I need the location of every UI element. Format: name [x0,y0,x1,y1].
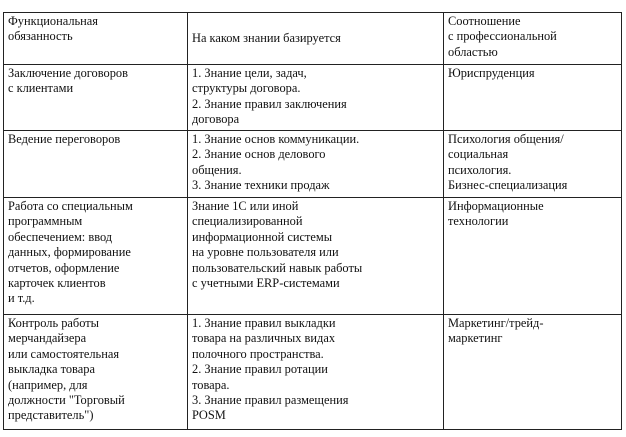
cell-line: должности "Торговый [8,393,125,408]
cell-line: выкладка товара [8,362,95,377]
cell-line: 1. Знание правил выкладки [192,316,336,330]
cell-line: 3. Знание правил размещения [192,393,349,408]
cell-line: с учетными ERP-системами [192,276,340,291]
cell-line: маркетинг [448,331,503,346]
knowledge-cell [188,315,444,430]
cell-line: POSM [192,408,226,423]
header-area [444,13,622,65]
header-area-line: с профессиональной [448,29,557,44]
cell-line: Юриспруденция [448,66,535,80]
cell-line: Информационные [448,199,544,213]
area-cell [444,198,622,315]
cell-line: 1. Знание основ коммуникации. [192,132,360,146]
cell-line: 2. Знание правил заключения [192,96,347,111]
table-row [4,131,622,198]
cell-line: Контроль работы [8,316,99,330]
cell-line: специализированной [192,214,303,229]
header-duty [4,13,188,65]
cell-line: Маркетинг/трейд- [448,316,544,330]
cell-line: технологии [448,214,509,229]
cell-line: карточек клиентов [8,276,106,291]
cell-line: обеспечением: ввод [8,229,113,244]
area-cell [444,315,622,430]
cell-line: психология. [448,162,512,177]
table-row [4,198,622,315]
header-knowledge-line: На каком знании базируется [192,31,341,46]
duty-cell [4,315,188,430]
cell-line: Ведение переговоров [8,132,121,146]
cell-line: договора [192,112,240,127]
cell-line: 1. Знание цели, задач, [192,66,307,80]
cell-line: и т.д. [8,291,35,306]
cell-line: полочного пространства. [192,346,324,361]
cell-line: Работа со специальным [8,199,133,213]
cell-line: Заключение договоров [8,66,128,80]
duty-cell [4,198,188,315]
cell-line: 3. Знание техники продаж [192,178,330,193]
duty-cell [4,131,188,198]
cell-line: мерчандайзера [8,331,87,346]
cell-line: пользовательский навык работы [192,260,363,275]
table-header-row [4,13,622,65]
competency-table [3,12,622,430]
cell-line: с клиентами [8,81,74,96]
knowledge-cell [188,131,444,198]
header-knowledge [188,13,444,65]
header-duty-line: Функциональная [8,14,98,28]
cell-line: на уровне пользователя или [192,245,339,260]
table-row [4,315,622,430]
header-area-line: областью [448,44,498,59]
cell-line: общения. [192,162,242,177]
cell-line: Знание 1С или иной [192,199,299,213]
cell-line: представитель") [8,408,94,423]
knowledge-cell [188,65,444,131]
cell-line: структуры договора. [192,81,301,96]
cell-line: социальная [448,147,509,162]
cell-line: отчетов, оформление [8,260,120,275]
area-cell [444,65,622,131]
cell-line: информационной системы [192,229,333,244]
cell-line: товара. [192,377,230,392]
cell-line: программным [8,214,83,229]
cell-line: 2. Знание правил ротации [192,362,328,377]
table-row [4,65,622,131]
knowledge-cell [188,198,444,315]
cell-line: товара на различных видах [192,331,336,346]
cell-line: (например, для [8,377,88,392]
duty-cell [4,65,188,131]
header-duty-line: обязанность [8,29,73,44]
cell-line: Психология общения/ [448,132,564,146]
cell-line: данных, формирование [8,245,131,260]
cell-line: 2. Знание основ делового [192,147,326,162]
cell-line: или самостоятельная [8,346,120,361]
cell-line: Бизнес-специализация [448,178,568,193]
header-area-line: Соотношение [448,14,521,28]
area-cell [444,131,622,198]
